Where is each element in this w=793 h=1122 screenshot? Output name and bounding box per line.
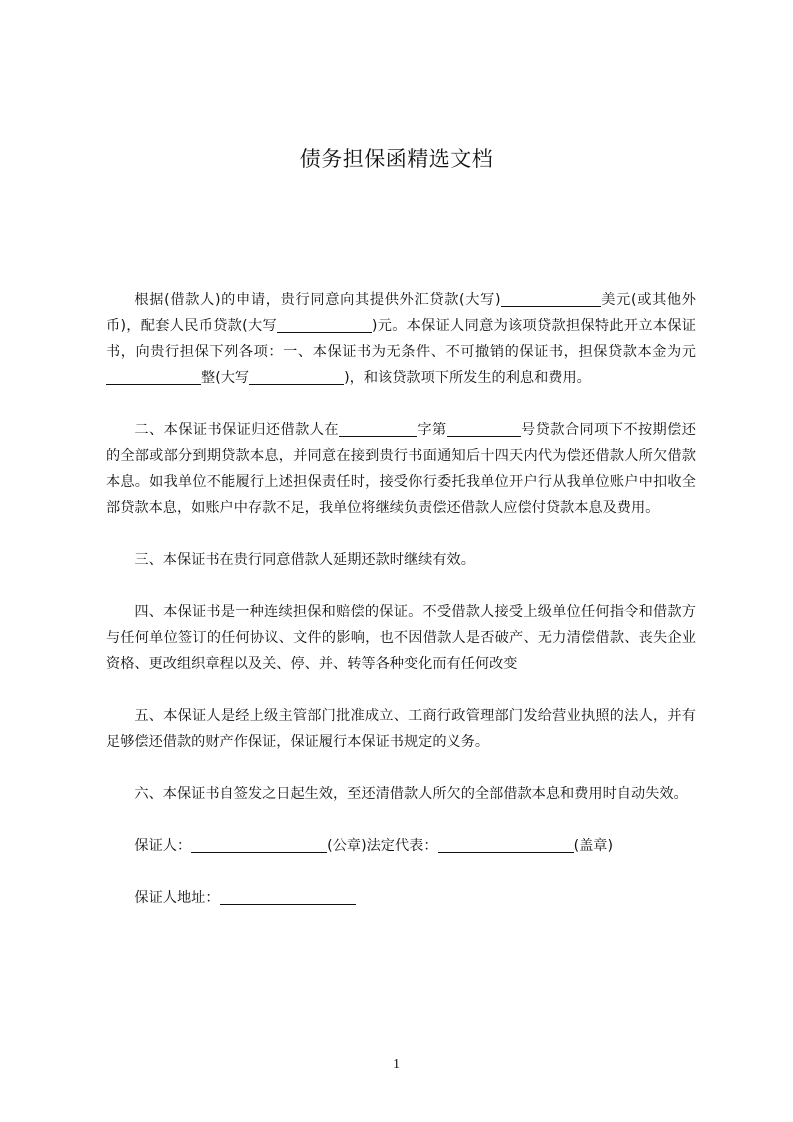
paragraph-spacer: [106, 807, 696, 833]
paragraph-1-part-b: 美元(或其他外币)，配套人民币贷款(大写: [106, 292, 696, 334]
seal-label: (公章): [327, 838, 367, 854]
paragraph-2-part-c: 号贷款合同项下不按期偿还的全部或部分到期贷款本息，并同意在接到贵行书面通知后十四天内代为偿还借款人所欠借款本息。如我单位不能履行上述担保责任时，接受你行委托我单位开户行从我单位账户中扣收全部贷款本息，如账户中存款不足，我单位将继续负责偿还借款人应偿付贷款本息及费用。: [106, 422, 696, 516]
signature-line: [106, 833, 696, 859]
paragraph-spacer: [106, 859, 696, 885]
paragraph-1-part-c: )元。本保证人同意为该项贷款担保特此开立本保证书，向贵行担保下列各项：一、本保证书为无条件、不可撤销的保证书，担保贷款本金为元: [106, 318, 696, 360]
paragraph-4: 四、本保证书是一种连续担保和赔偿的保证。不受借款人接受上级单位任何指令和借款方与任何单位签订的任何协议、文件的影响，也不因借款人是否破产、无力清偿借款、丧失企业资格、更改组织章程以及关、停、并、转等各种变化而有任何改变: [106, 604, 696, 672]
address-blank: [220, 887, 356, 905]
contract-prefix-blank: [339, 419, 417, 437]
paragraph-spacer: [106, 573, 696, 599]
paragraph-2: [106, 417, 696, 521]
paragraph-5: 五、本保证人是经上级主管部门批准成立、工商行政管理部门发给营业执照的法人，并有足够偿还借款的财产作保证，保证履行本保证书规定的义务。: [106, 708, 696, 750]
paragraph-spacer: [106, 677, 696, 703]
address-label: 保证人地址：: [134, 890, 220, 906]
address-line: [106, 885, 696, 911]
page-number: 1: [393, 1057, 400, 1072]
paragraph-3: 三、本保证书在贵行同意借款人延期还款时继续有效。: [134, 552, 475, 568]
paragraph-2-part-b: 字第: [416, 422, 447, 438]
guarantor-blank: [191, 835, 327, 853]
document-title: 债务担保函精选文档: [299, 147, 494, 171]
paragraph-spacer: [106, 391, 696, 417]
paragraph-6: 六、本保证书自签发之日起生效，至还清借款人所欠的全部借款本息和费用时自动失效。: [134, 786, 688, 802]
stamp-label: (盖章): [573, 838, 614, 854]
guarantor-label: 保证人：: [134, 838, 192, 854]
contract-number-blank: [447, 419, 521, 437]
principal-amount-blank: [106, 367, 201, 385]
paragraph-spacer: [106, 755, 696, 781]
paragraph-2-part-a: 二、本保证书保证归还借款人在: [134, 422, 339, 438]
legal-rep-label: 法定代表：: [366, 838, 438, 854]
rmb-loan-amount-blank: [277, 315, 372, 333]
paragraph-1-part-e: )，和该贷款项下所发生的利息和费用。: [344, 370, 591, 386]
paragraph-spacer: [106, 521, 696, 547]
paragraph-1: [106, 287, 696, 391]
legal-rep-blank: [438, 835, 574, 853]
paragraph-1-part-a: 根据(借款人)的申请，贵行同意向其提供外汇贷款(大写): [134, 292, 501, 308]
paragraph-1-part-d: 整(大写: [201, 370, 250, 386]
document-body: [106, 287, 696, 911]
principal-amount-words-blank: [249, 367, 344, 385]
foreign-loan-amount-blank: [501, 289, 601, 307]
